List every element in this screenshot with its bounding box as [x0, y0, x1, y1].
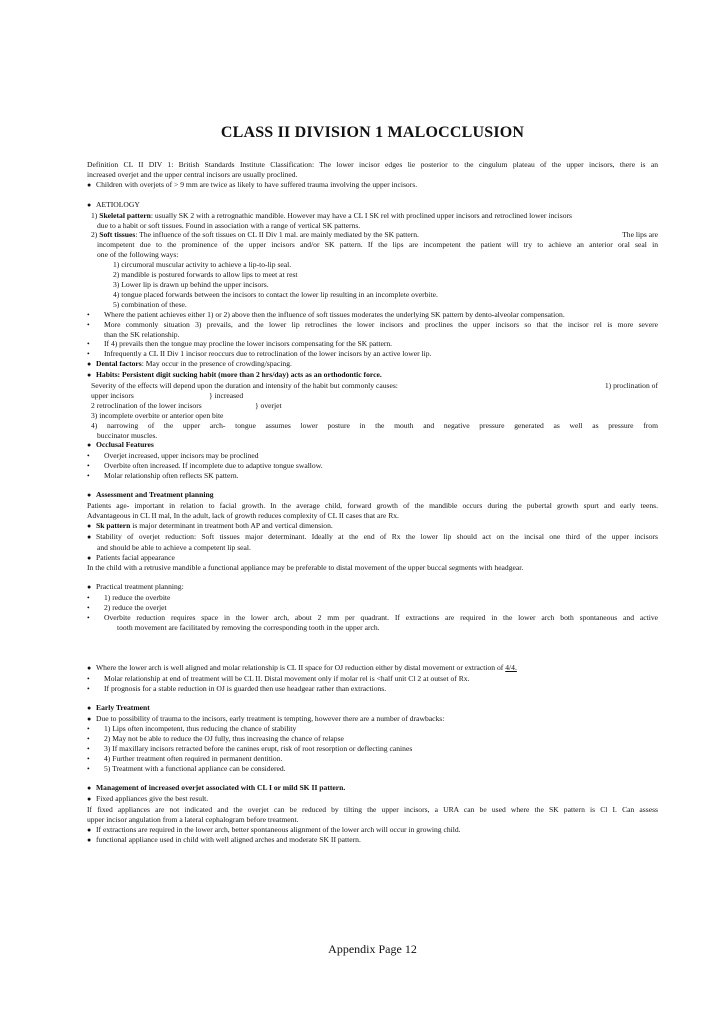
bullet-icon: ●: [87, 521, 92, 530]
text-line: buccinator muscles.: [97, 430, 158, 440]
section-heading: Occlusal Features: [96, 440, 154, 450]
term-skeletal-pattern: Skeletal pattern: [99, 210, 151, 220]
text-line: than the SK relationship.: [104, 329, 180, 339]
section-heading: Assessment and Treatment planning: [96, 490, 214, 500]
bullet-icon: •: [87, 349, 90, 359]
text-line: upper incisor angulation from a lateral cephalogram before treatment.: [87, 814, 299, 824]
bullet-icon: ●: [87, 783, 92, 792]
bullet-icon: •: [87, 603, 90, 613]
term-dental-factors: Dental factors: [96, 359, 142, 369]
bullet-line: [87, 370, 658, 381]
bullet-line: ● functional appliance used in child with well aligned arches and moderate SK II pattern.: [87, 835, 361, 845]
bullet-line: [87, 200, 658, 211]
bullet-line: ● Patients facial appearance: [87, 552, 175, 562]
bullet-line: • Molar relationship often reflects SK pattern.: [87, 471, 239, 481]
bullet-icon: •: [87, 451, 90, 461]
text-line: If fixed appliances are not indicated and the overjet can be reduced by tilting the upper incisors, a URA can be used where the SK pattern is Cl I. Can assess: [87, 804, 658, 814]
bullet-line: • 3) If maxillary incisors retracted before the canines erupt, risk of root resorption or deflecting canines: [87, 744, 413, 754]
bullet-icon: ●: [87, 794, 92, 803]
bullet-line: ● Sk pattern is major determinant in treatment both AP and vertical dimension.: [87, 520, 333, 530]
page-footer: Appendix Page 12: [328, 942, 417, 956]
text-line: upper incisors } increased: [91, 390, 244, 400]
text-line: Severity of the effects will depend upon the duration and intensity of the habit but commonly causes: 1) proclination of: [91, 381, 658, 391]
text-line: due to a habit or soft tissues. Found in association with a range of vertical SK patterns.: [97, 220, 361, 230]
text-line: Advantageous in CL II mal, In the adult, lack of growth reduces complexity of CL II cases that are Rx.: [87, 510, 399, 520]
list-item: 4) tongue placed forwards between the incisors to contact the lower lip resulting in an incomplete overbite.: [113, 289, 438, 299]
extraction-teeth: 4/4.: [505, 662, 517, 672]
bullet-line: ● Stability of overjet reduction: Soft tissues major determinant. Ideally at the end of Rx the lower lip should act on the incisal one third of the upper incisors: [87, 531, 658, 541]
text-line: 3) incomplete overbite or anterior open bite: [91, 410, 224, 420]
bullet-icon: ●: [87, 532, 92, 541]
bullet-line: • Overjet increased, upper incisors may be proclined: [87, 451, 259, 461]
bullet-line: • 2) reduce the overjet: [87, 603, 167, 613]
bullet-line: ● Due to possibility of trauma to the incisors, early treatment is tempting, however there are a number of drawbacks:: [87, 713, 445, 723]
bullet-icon: •: [87, 724, 90, 734]
bullet-icon: •: [87, 744, 90, 754]
text-line: 4) narrowing of the upper arch- tongue assumes lower posture in the mouth and negative pressure generated as well as pressure from: [91, 420, 658, 430]
bullet-icon: •: [87, 339, 90, 349]
bullet-line: • Where the patient achieves either 1) or 2) above then the influence of soft tissues moderates the underlying SK pattern by dento-alveolar compensation.: [87, 309, 565, 319]
bullet-line: • 4) Further treatment often required in permanent dentition.: [87, 754, 283, 764]
bullet-line: • More commonly situation 3) prevails, and the lower lip retroclines the lower incisors and proclines the upper incisors so that the incisor rel is more severe: [87, 319, 658, 329]
bullet-line: [87, 783, 658, 794]
document-title: CLASS II DIVISION 1 MALOCCLUSION: [220, 124, 525, 141]
text-line: one of the following ways:: [97, 250, 179, 260]
text-line: In the child with a retrusive mandible a functional appliance may be preferable to distal movement of the upper buccal segments with headgear.: [87, 563, 524, 573]
section-heading: AETIOLOGY: [96, 199, 140, 209]
bullet-icon: •: [87, 754, 90, 764]
bullet-icon: ●: [87, 663, 92, 672]
bullet-icon: ●: [87, 441, 92, 450]
bullet-line: [87, 180, 658, 191]
list-item: 1) circumoral muscular activity to achieve a lip-to-lip seal.: [113, 260, 292, 270]
bullet-icon: •: [87, 734, 90, 744]
term-soft-tissues: Soft tissues: [99, 230, 136, 240]
bullet-icon: ●: [87, 180, 92, 189]
bullet-line: • Overbite often increased. If incomplete due to adaptive tongue swallow.: [87, 461, 323, 471]
bullet-icon: •: [87, 309, 90, 319]
bullet-icon: ●: [87, 825, 92, 834]
bullet-line: • If 4) prevails then the tongue may procline the lower incisors compensating for the SK pattern.: [87, 339, 393, 349]
bullet-line: ● Where the lower arch is well aligned and molar relationship is CL II space for OJ reduction either by distal movement or extraction of 4/4.: [87, 662, 517, 672]
bullet-line: • Overbite reduction requires space in the lower arch, about 2 mm per quadrant. If extractions are required in the lower arch both spontaneous and active: [87, 613, 658, 623]
bullet-icon: •: [87, 764, 90, 774]
bullet-line: • 1) Lips often incompetent, thus reducing the chance of stability: [87, 724, 297, 734]
bullet-icon: •: [87, 319, 90, 329]
text-line: 2 retroclination of the lower incisors } overjet: [91, 400, 282, 410]
bullet-line: • 1) reduce the overbite: [87, 593, 171, 603]
bullet-line: • Molar relationship at end of treatment will be CL II. Distal movement only if molar rel is <half unit Cl 2 at outset of Rx.: [87, 673, 470, 683]
bullet-icon: ●: [87, 583, 92, 592]
bullet-icon: •: [87, 461, 90, 471]
habits-heading: Habits: Persistent digit sucking habit (more than 2 hrs/day) acts as an orthodontic force.: [96, 370, 382, 380]
section-heading: Management of increased overjet associated with CL I or mild SK II pattern.: [96, 782, 346, 792]
bullet-icon: ●: [87, 836, 92, 845]
bullet-line: • 5) Treatment with a functional appliance can be considered.: [87, 764, 286, 774]
list-item: 2) mandible is postured forwards to allow lips to meet at rest: [113, 270, 298, 280]
text-line: tooth movement are facilitated by removing the corresponding tooth in the upper arch.: [117, 622, 380, 632]
bullet-icon: ●: [87, 553, 92, 562]
bullet-icon: •: [87, 593, 90, 603]
text-line: and should be able to achieve a competent lip seal.: [97, 542, 251, 552]
bullet-icon: •: [87, 613, 90, 623]
bullet-icon: ●: [87, 714, 92, 723]
bullet-icon: ●: [87, 200, 92, 209]
bullet-line: [87, 490, 658, 501]
bullet-line: [87, 703, 658, 714]
bullet-icon: ●: [87, 703, 92, 712]
bullet-icon: •: [87, 683, 90, 693]
text-line: 2) Soft tissues: The influence of the soft tissues on CL II Div 1 mal. are mainly mediated by the SK pattern. The lips are: [91, 230, 658, 240]
list-item: 3) Lower lip is drawn up behind the upper incisors.: [113, 279, 269, 289]
bullet-line: • 2) May not be able to reduce the OJ fully, thus increasing the chance of relapse: [87, 734, 344, 744]
text-line: increased overjet and the upper central incisors are usually proclined.: [87, 169, 298, 179]
bullet-icon: ●: [87, 371, 92, 380]
text-line: incompetent due to the prominence of the upper incisors and/or SK pattern. If the lips are incompetent the patient will try to achieve an anterior oral seal in: [97, 240, 658, 250]
document-body: [87, 160, 658, 846]
text-line: 1) Skeletal pattern: usually SK 2 with a retrognathic mandible. However may have a CL I SK rel with proclined upper incisors and retroclined lower incisors: [91, 210, 572, 220]
bullet-icon: ●: [87, 491, 92, 500]
text-line: Children with overjets of > 9 mm are twice as likely to have suffered trauma involving the upper incisors.: [96, 179, 418, 189]
term-sk-pattern: Sk pattern: [96, 520, 131, 530]
section-heading: Early Treatment: [96, 702, 150, 712]
bullet-line: • Infrequently a CL II Div 1 incisor reoccurs due to retroclination of the lower incisors by an active lower lip.: [87, 349, 432, 359]
bullet-line: • If prognosis for a stable reduction in OJ is guarded then use headgear rather than extractions.: [87, 683, 387, 693]
text-line: Definition CL II DIV 1: British Standards Institute Classification: The lower incisor edges lie posterior to the cingulum plateau of the upper incisors, there is an: [87, 160, 658, 169]
bullet-line: [87, 440, 658, 451]
bullet-icon: ●: [87, 360, 92, 369]
bullet-icon: •: [87, 673, 90, 683]
bullet-icon: •: [87, 471, 90, 481]
list-item: 5) combination of these.: [113, 299, 187, 309]
bullet-line: ● Fixed appliances give the best result.: [87, 793, 209, 803]
bullet-line: ● If extractions are required in the lower arch, better spontaneous alignment of the lower arch will occur in growing child.: [87, 824, 461, 834]
text-line: Patients age- important in relation to facial growth. In the average child, forward growth of the mandible occurs during the pubertal growth spurt and early teens.: [87, 501, 658, 510]
bullet-line: ● Dental factors: May occur in the presence of crowding/spacing.: [87, 359, 292, 369]
bullet-line: ● Practical treatment planning:: [87, 582, 184, 592]
